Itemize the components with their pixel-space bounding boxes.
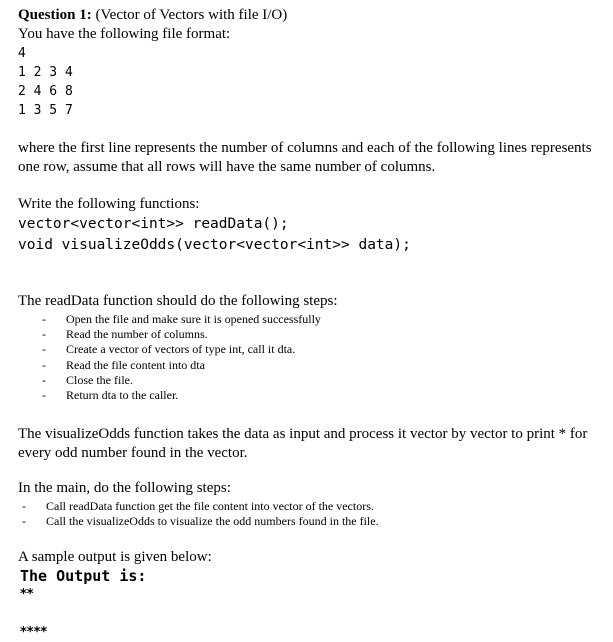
file-example-line: 1 3 5 7 <box>18 103 73 118</box>
output-title: The Output is: <box>20 566 147 585</box>
list-item: - Read the number of columns. <box>42 327 208 342</box>
question-heading <box>18 6 603 24</box>
file-example <box>18 44 603 120</box>
main-intro: In the main, do the following steps: <box>18 480 231 497</box>
file-example-line: 2 4 6 8 <box>18 84 73 99</box>
sample-output <box>20 567 603 642</box>
question-title: (Vector of Vectors with file I/O) <box>91 7 288 23</box>
write-functions-heading: Write the following functions: <box>18 196 200 212</box>
file-example-line: 4 <box>18 46 26 61</box>
list-item: - Close the file. <box>42 372 133 387</box>
visualize-text: The visualizeOdds function takes the data as input and process it vector by vector to print * for every odd number found in the vector. <box>18 426 588 462</box>
document-page <box>18 6 603 642</box>
list-item: - Return dta to the caller. <box>42 388 179 403</box>
list-item: - Call the visualizeOdds to visualize the odd numbers found in the file. <box>22 514 379 529</box>
list-item: - Open the file and make sure it is opened successfully <box>42 312 321 326</box>
readdata-intro: The readData function should do the following steps: <box>18 293 338 309</box>
output-line <box>20 604 603 623</box>
function-signature-visualizeodds: void visualizeOdds(vector<vector<int>> data); <box>18 237 411 253</box>
intro-text: You have the following file format: <box>18 26 231 42</box>
list-item: - Call readData function get the file content into vector of the vectors. <box>22 499 374 514</box>
list-item: - Create a vector of vectors of type int, call it dta. <box>42 342 296 357</box>
readdata-steps <box>18 312 603 403</box>
output-line: **** <box>20 624 48 640</box>
main-steps <box>18 499 603 529</box>
function-signatures <box>18 214 603 256</box>
description-text: where the first line represents the number of columns and each of the following lines represents one row, assume that all rows will have the same number of columns. <box>18 140 592 175</box>
sample-intro: A sample output is given below: <box>18 548 212 565</box>
file-example-line: 1 2 3 4 <box>18 65 73 80</box>
output-line: ** <box>20 586 34 602</box>
function-signature-readdata: vector<vector<int>> readData(); <box>18 216 289 232</box>
question-label: Question 1: <box>18 7 92 23</box>
list-item: - Read the file content into dta <box>42 357 205 372</box>
